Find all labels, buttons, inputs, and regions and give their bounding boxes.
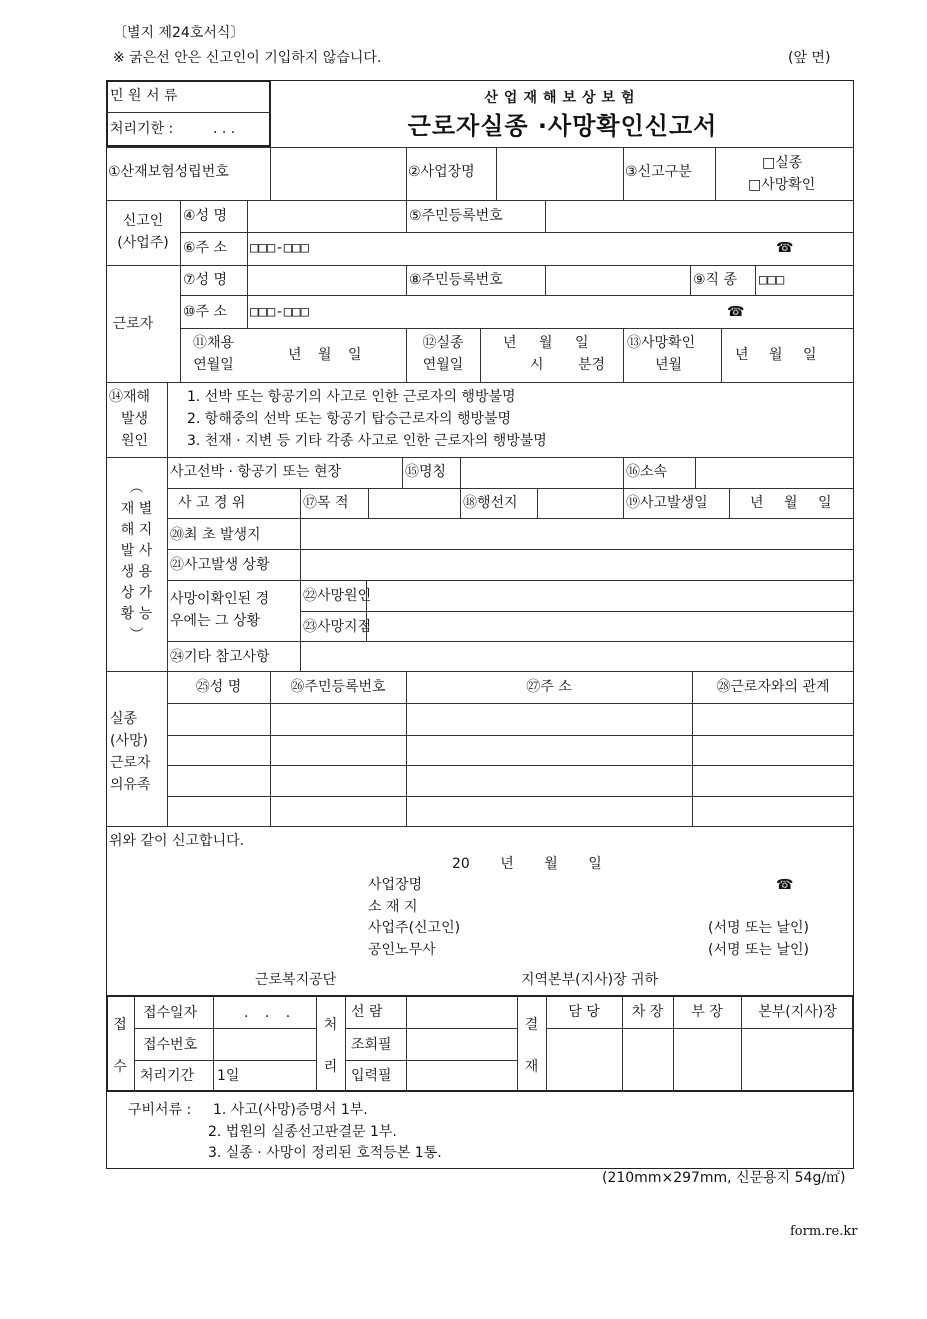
reporter-name-label: ④성 명 (183, 208, 228, 224)
employer-signature[interactable]: (서명 또는 날인) (708, 920, 809, 936)
form-subtitle: 산업재해보상보험 (484, 90, 641, 106)
form-number: 〔별지 제24호서식〕 (113, 25, 245, 41)
labor-attorney-label: 공인노무사 (368, 942, 436, 958)
missing-date-label: ⑫실종 (422, 335, 464, 351)
missing-time-field[interactable]: 시 분경 (530, 357, 606, 373)
workplace-name-label: ②사업장명 (408, 164, 475, 180)
situation-side-label: ︵ 재 별 해 지 발 사 생 용 상 가 황 능 ︶ (120, 480, 153, 643)
receipt-no-label: 접수번호 (143, 1037, 198, 1053)
addressee-left: 근로복지공단 (255, 972, 337, 988)
affiliation-field[interactable] (696, 458, 853, 487)
hire-date-label: ⑪채용 (192, 335, 235, 351)
approval-label-2: 재 (524, 1059, 539, 1075)
reporter-name-field[interactable] (248, 201, 405, 231)
report-type-death-checkbox[interactable]: □사망확인 (748, 177, 816, 193)
reporter-label: 신고인 (122, 213, 164, 229)
purpose-label: ⑰목 적 (303, 495, 349, 511)
site-name-field[interactable] (461, 458, 622, 487)
cause-item-2[interactable]: 2. 항해중의 선박 또는 항공기 탑승근로자의 행방불명 (187, 411, 512, 427)
destination-field[interactable] (538, 489, 622, 517)
workplace-name-sign-label: 사업장명 (368, 877, 423, 893)
worker-rrn-field[interactable] (546, 266, 689, 294)
approval-label: 결 (524, 1017, 539, 1033)
required-doc-3: 3. 실종 · 사망이 정리된 호적등본 1통. (208, 1145, 442, 1161)
cause-label-1: ⑭재해 (109, 389, 151, 405)
table-row[interactable] (168, 736, 853, 764)
review-label: 선 람 (351, 1004, 383, 1020)
report-type-missing-checkbox[interactable]: □실종 (762, 155, 803, 171)
destination-label: ⑱행선지 (463, 495, 518, 511)
table-row[interactable] (168, 704, 853, 734)
first-place-label: ⑳최 초 발생지 (170, 527, 261, 543)
addressee-right: 지역본부(지사)장 귀하 (521, 972, 659, 988)
family-rrn-header: ㉖주민등록번호 (290, 679, 386, 695)
death-confirm-field[interactable]: 년 월 일 (735, 347, 817, 363)
worker-address-label: ⑩주 소 (183, 304, 228, 320)
insurance-no-field[interactable] (271, 148, 405, 199)
page-side: (앞 면) (788, 50, 831, 66)
phone-icon: ☎ (727, 304, 745, 320)
hire-date-field[interactable]: 년 월 일 (288, 347, 362, 363)
hire-date-sublabel: 연월일 (193, 357, 234, 373)
other-notes-label: ㉔기타 참고사항 (170, 649, 270, 665)
missing-date-field[interactable]: 년 월 일 (503, 335, 589, 351)
worker-rrn-label: ⑧주민등록번호 (409, 272, 503, 288)
process-period-label: 처리기간 (140, 1068, 195, 1084)
civil-doc-label: 민 원 서 류 (110, 88, 178, 104)
worker-job-label: ⑨직 종 (693, 272, 738, 288)
rank-manager: 부 장 (691, 1004, 723, 1020)
rank-deputy: 차 장 (631, 1004, 664, 1020)
declaration-text: 위와 같이 신고합니다. (109, 833, 245, 849)
rank-staff: 담 당 (568, 1004, 600, 1020)
cause-item-1[interactable]: 1. 선박 또는 항공기의 사고로 인한 근로자의 행방불명 (187, 389, 516, 405)
purpose-field[interactable] (369, 489, 459, 517)
cause-label-3: 원인 (121, 433, 149, 449)
accident-date-field[interactable]: 년 월 일 (750, 495, 832, 511)
worker-name-field[interactable] (248, 266, 405, 294)
worker-label: 근로자 (112, 316, 154, 332)
input-label: 입력필 (351, 1068, 392, 1084)
reporter-sublabel: (사업주) (117, 235, 169, 251)
notice-text: ※ 굵은선 안은 신고인이 기입하지 않습니다. (113, 50, 382, 66)
insurance-no-label: ①산재보험성립번호 (108, 164, 229, 180)
form-title: 근로자실종 ·사망확인신고서 (407, 112, 718, 140)
reporter-rrn-label: ⑤주민등록번호 (409, 208, 503, 224)
workplace-name-field[interactable] (497, 148, 622, 199)
employer-label: 사업주(신고인) (368, 920, 461, 936)
death-cause-label: ㉒사망원인 (303, 588, 372, 604)
process-period-value: 1일 (217, 1068, 240, 1084)
receipt-date-field[interactable]: . . . (244, 1005, 291, 1021)
other-notes-field[interactable] (301, 642, 853, 670)
phone-icon: ☎ (776, 240, 794, 256)
death-confirm-label: ⑬사망확인 (627, 335, 696, 351)
cause-item-3[interactable]: 3. 천재 · 지변 등 기타 각종 사고로 인한 근로자의 행방불명 (187, 433, 547, 449)
receipt-date-label: 접수일자 (143, 1005, 198, 1021)
family-name-header: ㉕성 명 (195, 679, 242, 695)
reporter-address-field[interactable]: □□□-□□□ (250, 240, 310, 256)
death-cause-field[interactable] (367, 581, 853, 610)
required-doc-2: 2. 법원의 실종선고판결문 1부. (208, 1124, 397, 1140)
deadline-dots: . . . (213, 121, 236, 137)
required-docs-label: 구비서류 : (128, 1102, 192, 1118)
inquiry-label: 조회필 (351, 1037, 392, 1053)
site-watermark: form.re.kr (790, 1224, 858, 1239)
reporter-rrn-field[interactable] (546, 201, 853, 231)
confirmed-status-sublabel: 우에는 그 상황 (170, 613, 261, 629)
site-label: 사고선박 · 항공기 또는 현장 (170, 464, 342, 480)
labor-attorney-signature[interactable]: (서명 또는 날인) (708, 942, 809, 958)
site-name-label: ⑮명칭 (405, 464, 447, 480)
rank-head: 본부(지사)장 (758, 1004, 837, 1020)
family-address-header: ㉗주 소 (526, 679, 572, 695)
worker-job-field[interactable]: □□□ (759, 272, 785, 288)
receipt-label-2: 수 (113, 1059, 127, 1075)
declaration-date[interactable]: 20 년 월 일 (452, 856, 602, 872)
family-label: 실종 (사망) 근로자 의유족 (110, 711, 151, 793)
process-label: 처 (323, 1017, 338, 1033)
accident-status-field[interactable] (301, 550, 853, 579)
first-place-field[interactable] (301, 519, 853, 548)
required-doc-1: 1. 사고(사망)증명서 1부. (213, 1102, 368, 1118)
worker-name-label: ⑦성 명 (183, 272, 228, 288)
death-place-field[interactable] (367, 612, 853, 640)
missing-date-sublabel: 연월일 (422, 357, 464, 373)
death-place-label: ㉓사망지점 (303, 619, 372, 635)
receipt-no-field[interactable] (214, 1029, 315, 1059)
cause-label-2: 발생 (121, 411, 149, 427)
receipt-label: 접 (113, 1017, 127, 1033)
deadline-label: 처리기한 : (110, 121, 174, 137)
worker-address-field[interactable]: □□□-□□□ (250, 304, 310, 320)
table-row[interactable] (168, 797, 853, 825)
accident-status-label: ㉑사고발생 상황 (170, 557, 270, 573)
death-confirm-sublabel: 년월 (655, 357, 683, 373)
process-label-2: 리 (323, 1059, 338, 1075)
family-relation-header: ㉘근로자와의 관계 (716, 679, 830, 695)
affiliation-label: ⑯소속 (626, 464, 668, 480)
paper-spec: (210mm×297mm, 신문용지 54g/㎡) (602, 1170, 846, 1186)
confirmed-status-label: 사망이확인된 경 (170, 591, 270, 607)
phone-icon: ☎ (776, 877, 794, 893)
accident-date-label: ⑲사고발생일 (626, 495, 708, 511)
report-type-label: ③신고구분 (625, 164, 692, 180)
table-row[interactable] (168, 766, 853, 795)
location-label: 소 재 지 (368, 899, 418, 915)
reporter-address-label: ⑥주 소 (183, 240, 228, 256)
course-label: 사 고 경 위 (178, 495, 246, 511)
